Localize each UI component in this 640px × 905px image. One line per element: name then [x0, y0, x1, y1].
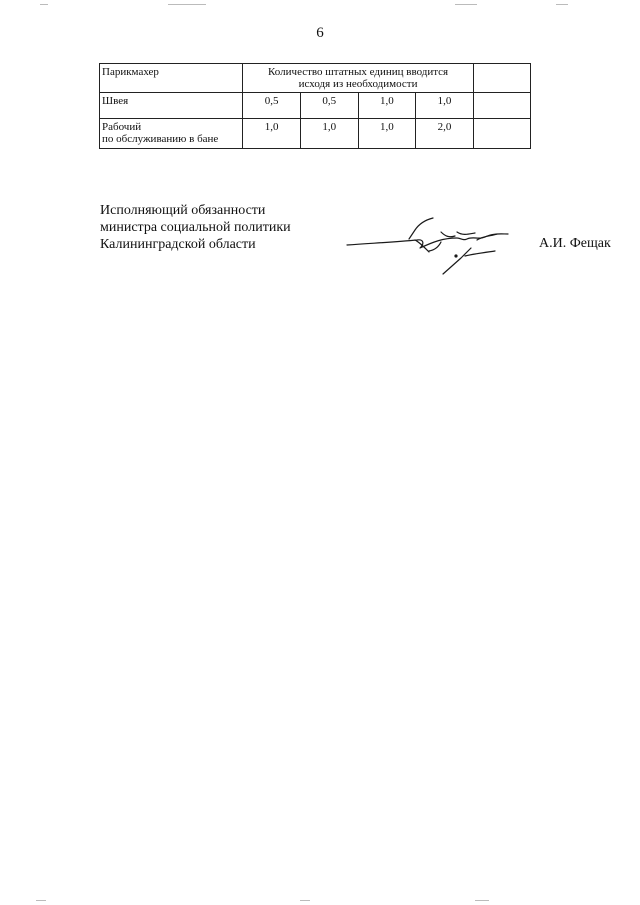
- table-cell-value: 2,0: [416, 119, 474, 149]
- merged-note-line: исходя из необходимости: [298, 78, 418, 90]
- signatory-position-line: министра социальной политики: [100, 220, 291, 235]
- handwritten-signature: [345, 212, 520, 278]
- table-cell-value: 1,0: [358, 93, 416, 119]
- signatory-position-line: Исполняющий обязанности: [100, 203, 266, 218]
- table-cell-empty: [473, 119, 530, 149]
- scan-artifact: [168, 4, 206, 5]
- position-name-line: Рабочий: [102, 121, 142, 133]
- table-cell-position: [100, 64, 243, 93]
- staff-table: [99, 63, 531, 149]
- table-cell-empty: [473, 64, 530, 93]
- table-row: [100, 93, 531, 119]
- table-cell-merged-note: [243, 64, 474, 93]
- signer-name: А.И. Фещак: [539, 236, 611, 251]
- table-cell-value: 1,0: [243, 119, 301, 149]
- scan-artifact: [556, 4, 568, 5]
- merged-note-line: Количество штатных единиц вводится: [268, 66, 449, 78]
- table-cell-position: [100, 119, 243, 149]
- scan-artifact: [475, 900, 489, 901]
- signatory-position-line: Калининградской области: [100, 237, 256, 252]
- table-cell-position: [100, 93, 243, 119]
- table-cell-value: 1,0: [358, 119, 416, 149]
- table-cell-value: 0,5: [243, 93, 301, 119]
- position-name: Швея: [102, 95, 129, 107]
- scan-artifact: [40, 4, 48, 5]
- table-row: [100, 64, 531, 93]
- table-row: [100, 119, 531, 149]
- position-name: Парикмахер: [102, 66, 159, 78]
- table-cell-value: 1,0: [416, 93, 474, 119]
- table-cell-empty: [473, 93, 530, 119]
- signatory-position: [100, 202, 291, 253]
- scan-artifact: [455, 4, 477, 5]
- page-number: 6: [316, 25, 324, 41]
- table-cell-value: 0,5: [300, 93, 358, 119]
- position-name-line: по обслуживанию в бане: [102, 133, 219, 145]
- scan-artifact: [36, 900, 46, 901]
- scan-artifact: [300, 900, 310, 901]
- table-cell-value: 1,0: [300, 119, 358, 149]
